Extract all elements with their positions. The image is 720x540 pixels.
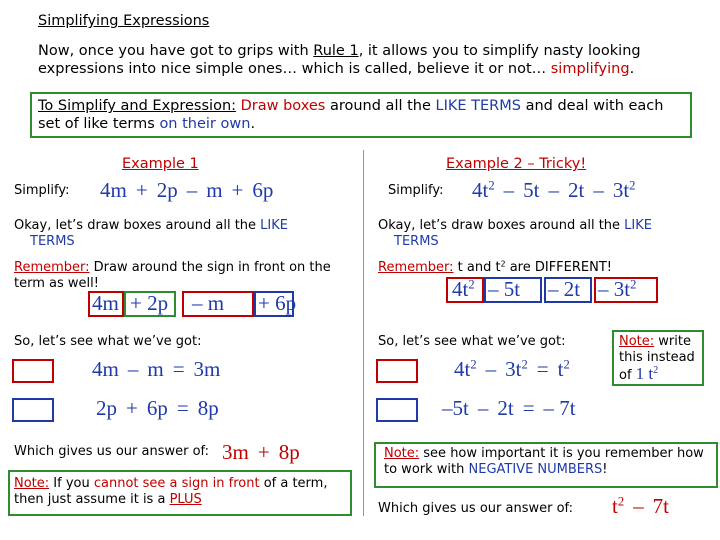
term: 8p (278, 440, 300, 464)
instruction-end: . (250, 116, 256, 132)
op: + (126, 396, 138, 420)
negative-numbers: NEGATIVE NUMBERS (468, 462, 603, 477)
instruction-heading: To Simplify and Expression: (38, 98, 237, 114)
intro-text: Now, once you have got to grips with (38, 43, 314, 59)
op: = (176, 396, 189, 420)
remember-text: and t (462, 260, 501, 275)
note-label: Note: (619, 334, 655, 349)
op: – (477, 396, 489, 420)
exponent: 2 (617, 494, 625, 509)
op: + (135, 178, 148, 202)
remember-text: Draw around the sign in front on the term as well! (14, 260, 331, 291)
example1-sowhat: So, let’s see what we’ve got: (14, 334, 202, 349)
op: + (257, 440, 270, 464)
example2-expression (472, 178, 635, 203)
exponent: 2 (629, 178, 636, 193)
term: 3m (193, 357, 221, 381)
note-text-red: cannot see a sign in front (93, 476, 260, 491)
example2-equation-1 (454, 357, 570, 382)
op: = (522, 396, 535, 420)
term: t (612, 494, 618, 518)
page-title: Simplifying Expressions (38, 13, 210, 29)
note-text: write this instead of (619, 334, 695, 383)
term: –5t (442, 396, 469, 420)
term: m (147, 357, 164, 381)
okay-text: Okay, let’s draw boxes around all the (14, 218, 261, 233)
note-text: see how important it is you remember how to work with (384, 446, 704, 477)
term: 5t (523, 178, 540, 202)
instruction-text (38, 97, 688, 133)
op: – (548, 178, 559, 202)
instruction-own: on their own (159, 116, 251, 132)
example2-okay-text (378, 218, 698, 250)
remember-label: Remember: (14, 260, 90, 275)
instruction-like-terms: LIKE TERMS (435, 98, 521, 114)
note-end: ! (602, 462, 608, 477)
term: 6p (252, 178, 274, 202)
example1-heading: Example 1 (122, 156, 199, 172)
op: – (503, 178, 515, 202)
op: + (231, 178, 244, 202)
example1-equation-2 (96, 396, 219, 421)
note-plus: PLUS (169, 492, 202, 507)
exponent: 2 (470, 357, 477, 372)
example1-note (14, 476, 344, 508)
example1-equation-1 (92, 357, 220, 382)
example1-simplify-label: Simplify: (14, 183, 70, 198)
term: 6p (146, 396, 168, 420)
intro-end: . (629, 61, 635, 77)
example1-answer (222, 440, 300, 465)
exponent: 2 (630, 277, 637, 292)
boxed-term: + 6p (258, 291, 297, 315)
boxed-term (452, 277, 475, 302)
term: 4m (100, 178, 127, 202)
terms-text: TERMS (30, 234, 75, 249)
term: 4t (452, 277, 469, 301)
term: 3m (222, 440, 249, 464)
side-note-math (636, 364, 659, 383)
key-box-blue (376, 398, 418, 422)
exponent: 2 (521, 357, 528, 372)
intro-paragraph (38, 42, 698, 78)
key-box-blue (12, 398, 54, 422)
boxed-term: – 5t (488, 277, 521, 301)
example2-remember (378, 260, 708, 276)
boxed-term: – 2t (548, 277, 581, 301)
op: – (593, 178, 604, 202)
exponent: 2 (500, 259, 506, 269)
term: 3t (612, 178, 630, 202)
boxed-term (598, 277, 636, 302)
example1-expression (100, 178, 273, 203)
term: 2p (156, 178, 178, 202)
term: 2p (96, 396, 117, 420)
like-text: LIKE (260, 218, 288, 233)
exponent: 2 (468, 277, 475, 292)
boxed-term: – m (192, 291, 225, 315)
boxed-term: 4m (92, 291, 119, 315)
example2-sowhat: So, let’s see what we’ve got: (378, 334, 566, 349)
term: 8p (197, 396, 219, 420)
term: 2t (497, 396, 514, 420)
like-text: LIKE (624, 218, 652, 233)
remember-text: are DIFFERENT! (505, 260, 612, 275)
note-label: Note: (14, 476, 50, 491)
exponent: 2 (653, 364, 659, 376)
example2-simplify-label: Simplify: (388, 183, 444, 198)
note-math-term: 1 t (635, 364, 654, 383)
op: = (172, 357, 185, 381)
example2-answer-label: Which gives us our answer of: (378, 501, 574, 516)
term: – 7t (543, 396, 576, 420)
intro-text-2: , it allows you to simplify nasty looking expressions into nice simple ones… which is called, believe it or not… (38, 43, 641, 77)
note-text: If you (49, 476, 94, 491)
term: 4t (454, 357, 471, 381)
term: 7t (652, 494, 669, 518)
op: – (186, 178, 198, 202)
remember-label: Remember: (378, 260, 454, 275)
term: t (557, 357, 564, 381)
example1-remember (14, 260, 354, 292)
example2-heading: Example 2 – Tricky! (446, 156, 587, 172)
op: – (485, 357, 497, 381)
exponent: 2 (563, 357, 570, 372)
note-label: Note: (384, 446, 420, 461)
terms-text: TERMS (394, 234, 439, 249)
note-text: of a term, then just assume it is a (14, 476, 328, 507)
side-note (619, 334, 703, 384)
instruction-draw-boxes: Draw boxes (236, 98, 326, 114)
column-divider (363, 150, 364, 516)
example1-okay-text (14, 218, 334, 250)
key-box-red (376, 359, 418, 383)
term: m (206, 178, 223, 202)
term: 2t (567, 178, 585, 202)
exponent: 2 (488, 178, 495, 193)
okay-text: Okay, let’s draw boxes around all the (378, 218, 625, 233)
op: – (633, 494, 644, 518)
boxed-term: + 2p (130, 291, 169, 315)
simplifying-word: simplifying (550, 61, 630, 77)
remember-text: t (453, 260, 463, 275)
instruction-around: around all the (325, 98, 436, 114)
term: 3t (505, 357, 522, 381)
rule-link[interactable]: Rule 1 (313, 43, 359, 59)
key-box-red (12, 359, 54, 383)
example1-answer-label: Which gives us our answer of: (14, 444, 210, 459)
term: 4t (472, 178, 489, 202)
example2-answer (612, 494, 669, 519)
instruction-deal: and deal with each set of like terms (38, 98, 664, 132)
term: – 3t (598, 277, 631, 301)
op: – (127, 357, 139, 381)
term: 4m (92, 357, 119, 381)
example2-equation-2 (442, 396, 576, 421)
op: = (536, 357, 549, 381)
example2-note (384, 446, 714, 478)
